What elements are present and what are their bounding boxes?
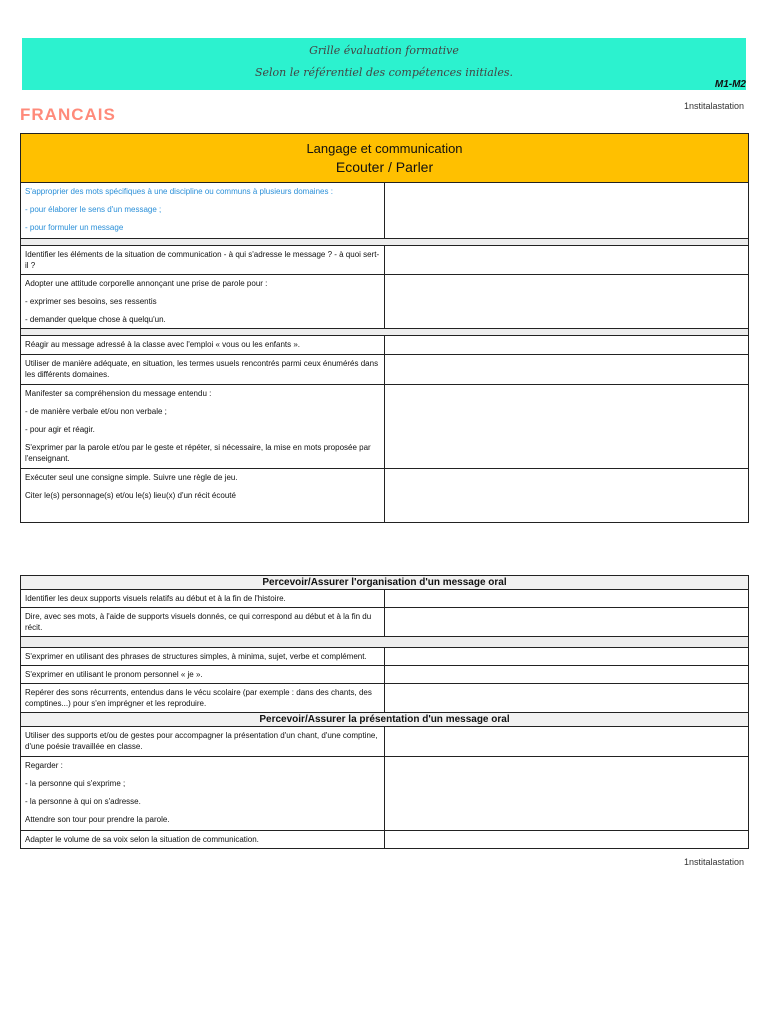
header-banner xyxy=(22,38,746,90)
criterion-text: Manifester sa compréhension du message entendu : xyxy=(25,389,212,398)
evaluation-cell[interactable] xyxy=(385,684,749,713)
spacer-row xyxy=(21,637,749,648)
criterion-cell xyxy=(21,469,385,523)
evaluation-cell[interactable] xyxy=(385,385,749,469)
evaluation-cell[interactable] xyxy=(385,469,749,523)
evaluation-cell[interactable] xyxy=(385,648,749,666)
evaluation-cell[interactable] xyxy=(385,608,749,637)
criterion-text: - la personne qui s'exprime ; xyxy=(25,779,126,788)
criterion-cell: Identifier les deux supports visuels relatifs au début et à la fin de l'histoire. xyxy=(21,590,385,608)
criterion-cell xyxy=(21,355,385,385)
criterion-text: - demander quelque chose à quelqu'un. xyxy=(25,315,166,324)
banner-subtitle: Selon le référentiel des compétences initiales. xyxy=(254,66,514,79)
criterion-text: Adopter une attitude corporelle annonçant une prise de parole pour : xyxy=(25,279,268,288)
criterion-text: Utiliser de manière adéquate, en situation, les termes usuels rencontrés parmi ceux énumérés dans les différents domaines. xyxy=(25,359,379,379)
criterion-text: Exécuter seul une consigne simple. Suivre une règle de jeu. xyxy=(25,473,238,482)
subject-title: FRANCAIS xyxy=(20,105,116,124)
subsection-header: Percevoir/Assurer la présentation d'un message oral xyxy=(21,713,749,727)
criterion-text: - de manière verbale et/ou non verbale ; xyxy=(25,407,167,416)
criterion-cell xyxy=(21,246,385,275)
criterion-text: Identifier les éléments de la situation de communication - à qui s'adresse le message ? - à quoi sert-il ? xyxy=(25,250,380,270)
evaluation-cell[interactable] xyxy=(385,831,749,849)
criterion-cell: S'exprimer en utilisant le pronom personnel « je ». xyxy=(21,666,385,684)
evaluation-cell[interactable] xyxy=(385,246,749,275)
criterion-text: S'approprier des mots spécifiques à une discipline ou communs à plusieurs domaines : xyxy=(25,187,333,196)
evaluation-cell[interactable] xyxy=(385,590,749,608)
evaluation-table-1 xyxy=(20,133,749,523)
criterion-text: Regarder : xyxy=(25,761,63,770)
banner-title: Grille évaluation formative xyxy=(309,44,459,57)
criterion-text: - la personne à qui on s'adresse. xyxy=(25,797,141,806)
criterion-text: Attendre son tour pour prendre la parole. xyxy=(25,815,170,824)
criterion-text: - pour élaborer le sens d'un message ; xyxy=(25,205,162,214)
section-header xyxy=(21,134,749,183)
criterion-cell xyxy=(21,336,385,355)
criterion-text: Réagir au message adressé à la classe avec l'emploi « vous ou les enfants ». xyxy=(25,340,301,349)
evaluation-cell[interactable] xyxy=(385,183,749,239)
evaluation-cell[interactable] xyxy=(385,757,749,831)
criterion-cell xyxy=(21,183,385,239)
criterion-cell: Dire, avec ses mots, à l'aide de supports visuels donnés, ce qui correspond au début et à la fin du récit. xyxy=(21,608,385,637)
brand-label-top: 1nstitalastation xyxy=(683,101,744,111)
evaluation-cell[interactable] xyxy=(385,275,749,329)
level-label: M1-M2 xyxy=(714,79,746,90)
criterion-text: Citer le(s) personnage(s) et/ou le(s) lieu(x) d'un récit écouté xyxy=(25,491,236,500)
subsection-header: Percevoir/Assurer l'organisation d'un message oral xyxy=(21,576,749,590)
criterion-text: S'exprimer par la parole et/ou par le geste et répéter, si nécessaire, la mise en mots proposée par l'enseignant. xyxy=(25,443,371,463)
criterion-cell: Repérer des sons récurrents, entendus dans le vécu scolaire (par exemple : dans des chants, des comptines...) pour s'en imprégner et les reproduire. xyxy=(21,684,385,713)
evaluation-cell[interactable] xyxy=(385,336,749,355)
criterion-text: - pour agir et réagir. xyxy=(25,425,95,434)
spacer-row xyxy=(21,239,749,246)
criterion-cell: Utiliser des supports et/ou de gestes pour accompagner la présentation d'un chant, d'une comptine, d'une poésie travaillée en classe. xyxy=(21,727,385,757)
criterion-text: - exprimer ses besoins, ses ressentis xyxy=(25,297,157,306)
evaluation-table-2 xyxy=(20,575,749,849)
section-title: Langage et communication xyxy=(306,141,463,156)
evaluation-cell[interactable] xyxy=(385,727,749,757)
spacer-row xyxy=(21,329,749,336)
criterion-cell xyxy=(21,275,385,329)
criterion-cell: S'exprimer en utilisant des phrases de structures simples, à minima, sujet, verbe et complément. xyxy=(21,648,385,666)
evaluation-cell[interactable] xyxy=(385,355,749,385)
criterion-text: - pour formuler un message xyxy=(25,223,124,232)
evaluation-cell[interactable] xyxy=(385,666,749,684)
section-subtitle: Ecouter / Parler xyxy=(335,159,434,175)
criterion-cell: Adapter le volume de sa voix selon la situation de communication. xyxy=(21,831,385,849)
brand-label-bottom: 1nstitalastation xyxy=(683,857,744,867)
criterion-cell xyxy=(21,385,385,469)
criterion-cell xyxy=(21,757,385,831)
